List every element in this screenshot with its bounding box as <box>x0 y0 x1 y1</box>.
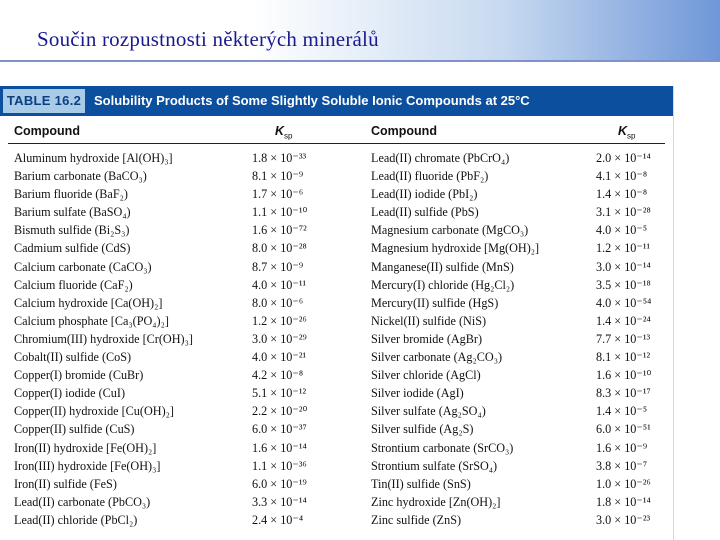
ksp-cell: 8.0 × 10⁻⁶ <box>252 295 304 310</box>
compound-cell: Iron(III) hydroxide [Fe(OH)₃] <box>14 458 161 473</box>
ksp-cell: 2.0 × 10⁻¹⁴ <box>596 151 651 165</box>
header-rule <box>8 143 665 144</box>
ksp-cell: 4.0 × 10⁻⁵⁴ <box>596 295 652 310</box>
ksp-symbol: K <box>275 124 285 138</box>
compound-cell: Lead(II) carbonate (PbCO₃) <box>14 494 151 509</box>
table-row <box>0 330 673 348</box>
compound-cell: Lead(II) fluoride (PbF₂) <box>371 169 489 184</box>
ksp-cell: 1.2 × 10⁻¹¹ <box>596 241 651 256</box>
compound-cell: Barium fluoride (BaF₂) <box>14 187 128 202</box>
compound-cell: Zinc hydroxide [Zn(OH)₂] <box>371 494 501 509</box>
table-row <box>0 239 673 257</box>
compound-cell: Nickel(II) sulfide (NiS) <box>371 313 487 328</box>
compound-cell: Silver sulfide (Ag₂S) <box>371 422 474 437</box>
ksp-cell: 2.4 × 10⁻⁴ <box>252 512 304 527</box>
table-row <box>0 167 673 185</box>
compound-cell: Calcium carbonate (CaCO₃) <box>14 259 152 274</box>
compound-cell: Manganese(II) sulfide (MnS) <box>371 259 514 274</box>
slide-title-rule <box>0 60 720 62</box>
compound-cell: Copper(II) hydroxide [Cu(OH)₂] <box>14 404 174 419</box>
compound-cell: Copper(I) iodide (CuI) <box>14 386 126 401</box>
compound-cell: Calcium hydroxide [Ca(OH)₂] <box>14 295 163 310</box>
ksp-cell: 3.1 × 10⁻²⁸ <box>596 205 651 220</box>
compound-cell: Silver bromide (AgBr) <box>371 331 483 346</box>
ksp-cell: 1.6 × 10⁻¹⁴ <box>252 440 307 455</box>
table-row <box>0 221 673 239</box>
ksp-cell: 1.2 × 10⁻²⁶ <box>252 313 307 328</box>
column-header-compound-right: Compound <box>371 124 437 138</box>
ksp-cell: 6.0 × 10⁻³⁷ <box>252 422 307 437</box>
compound-cell: Chromium(III) hydroxide [Cr(OH)₃] <box>14 331 193 346</box>
ksp-cell: 1.4 × 10⁻²⁴ <box>596 313 651 328</box>
table-caption: Solubility Products of Some Slightly Soluble Ionic Compounds at 25°C <box>94 93 530 108</box>
compound-cell: Lead(II) iodide (PbI₂) <box>371 187 478 202</box>
ksp-cell: 1.8 × 10⁻³³ <box>252 151 307 165</box>
compound-cell: Strontium sulfate (SrSO₄) <box>371 458 498 473</box>
compound-cell: Calcium fluoride (CaF₂) <box>14 277 133 292</box>
compound-cell: Tin(II) sulfide (SnS) <box>371 476 471 491</box>
table-row <box>0 258 673 276</box>
compound-cell: Cobalt(II) sulfide (CoS) <box>14 350 132 365</box>
ksp-cell: 4.0 × 10⁻²¹ <box>252 350 307 365</box>
ksp-cell: 6.0 × 10⁻⁵¹ <box>596 422 651 437</box>
ksp-cell: 3.0 × 10⁻²⁹ <box>252 331 307 346</box>
ksp-cell: 1.0 × 10⁻²⁶ <box>596 476 651 491</box>
column-header-ksp-left <box>275 124 292 141</box>
compound-cell: Copper(II) sulfide (CuS) <box>14 422 135 437</box>
compound-cell: Zinc sulfide (ZnS) <box>371 512 462 527</box>
ksp-symbol: K <box>618 124 628 138</box>
ksp-cell: 1.1 × 10⁻³⁶ <box>252 458 307 473</box>
ksp-cell: 4.1 × 10⁻⁸ <box>596 169 648 184</box>
ksp-cell: 3.3 × 10⁻¹⁴ <box>252 494 307 509</box>
compound-cell: Calcium phosphate [Ca₃(PO₄)₂] <box>14 313 169 328</box>
ksp-cell: 6.0 × 10⁻¹⁹ <box>252 476 307 491</box>
ksp-cell: 4.2 × 10⁻⁸ <box>252 368 304 383</box>
ksp-subscript: sp <box>627 131 636 141</box>
compound-cell: Lead(II) chloride (PbCl₂) <box>14 512 138 527</box>
ksp-cell: 1.8 × 10⁻¹⁴ <box>596 494 651 509</box>
compound-cell: Magnesium hydroxide [Mg(OH)₂] <box>371 241 540 256</box>
table-row <box>0 493 673 511</box>
ksp-cell: 8.1 × 10⁻⁹ <box>252 169 304 184</box>
column-header-compound-left: Compound <box>14 124 80 138</box>
table-row <box>0 457 673 475</box>
table-row <box>0 475 673 493</box>
ksp-cell: 1.6 × 10⁻⁷² <box>252 223 307 238</box>
compound-cell: Magnesium carbonate (MgCO₃) <box>371 223 529 238</box>
table-row <box>0 439 673 457</box>
table-row <box>0 149 673 167</box>
ksp-cell: 4.0 × 10⁻⁵ <box>596 223 648 238</box>
ksp-cell: 8.1 × 10⁻¹² <box>596 350 651 365</box>
table-row <box>0 420 673 438</box>
ksp-cell: 1.4 × 10⁻⁸ <box>596 187 648 202</box>
compound-cell: Mercury(II) sulfide (HgS) <box>371 295 499 310</box>
compound-cell: Barium carbonate (BaCO₃) <box>14 169 147 184</box>
ksp-cell: 4.0 × 10⁻¹¹ <box>252 277 307 292</box>
compound-cell: Silver carbonate (Ag₂CO₃) <box>371 350 503 365</box>
table-row <box>0 185 673 203</box>
table-caption-band <box>0 86 673 116</box>
ksp-cell: 5.1 × 10⁻¹² <box>252 386 307 401</box>
compound-cell: Silver chloride (AgCl) <box>371 368 481 383</box>
compound-cell: Strontium carbonate (SrCO₃) <box>371 440 514 455</box>
compound-cell: Lead(II) sulfide (PbS) <box>371 205 479 220</box>
compound-cell: Iron(II) hydroxide [Fe(OH)₂] <box>14 440 157 455</box>
table-row <box>0 511 673 529</box>
ksp-cell: 3.0 × 10⁻¹⁴ <box>596 259 651 274</box>
ksp-cell: 1.6 × 10⁻¹⁰ <box>596 368 652 383</box>
ksp-cell: 2.2 × 10⁻²⁰ <box>252 404 308 419</box>
table-row <box>0 348 673 366</box>
compound-cell: Bismuth sulfide (Bi₂S₃) <box>14 223 130 238</box>
compound-cell: Copper(I) bromide (CuBr) <box>14 368 144 383</box>
ksp-cell: 1.7 × 10⁻⁶ <box>252 187 304 202</box>
table-row <box>0 366 673 384</box>
column-header-ksp-right <box>618 124 635 141</box>
compound-cell: Aluminum hydroxide [Al(OH)₃] <box>14 151 173 165</box>
solubility-table <box>0 86 674 540</box>
table-row <box>0 276 673 294</box>
ksp-cell: 3.5 × 10⁻¹⁸ <box>596 277 651 292</box>
slide-title: Součin rozpustnosti některých minerálů <box>37 27 379 51</box>
table-row <box>0 203 673 221</box>
compound-cell: Silver iodide (AgI) <box>371 386 464 401</box>
ksp-cell: 3.0 × 10⁻²³ <box>596 512 651 527</box>
table-number: TABLE 16.2 <box>3 89 85 113</box>
table-row <box>0 312 673 330</box>
ksp-cell: 3.8 × 10⁻⁷ <box>596 458 648 473</box>
table-row <box>0 294 673 312</box>
ksp-cell: 8.3 × 10⁻¹⁷ <box>596 386 651 401</box>
compound-cell: Cadmium sulfide (CdS) <box>14 241 131 256</box>
ksp-cell: 7.7 × 10⁻¹³ <box>596 331 651 346</box>
ksp-cell: 1.1 × 10⁻¹⁰ <box>252 205 308 220</box>
table-row <box>0 402 673 420</box>
compound-cell: Iron(II) sulfide (FeS) <box>14 476 117 491</box>
compound-cell: Mercury(I) chloride (Hg₂Cl₂) <box>371 277 515 292</box>
compound-cell: Barium sulfate (BaSO₄) <box>14 205 131 220</box>
table-body <box>0 149 673 529</box>
compound-cell: Silver sulfate (Ag₂SO₄) <box>371 404 486 419</box>
compound-cell: Lead(II) chromate (PbCrO₄) <box>371 151 510 165</box>
ksp-subscript: sp <box>284 131 293 141</box>
ksp-cell: 1.6 × 10⁻⁹ <box>596 440 648 455</box>
ksp-cell: 8.7 × 10⁻⁹ <box>252 259 304 274</box>
ksp-cell: 8.0 × 10⁻²⁸ <box>252 241 307 256</box>
table-row <box>0 384 673 402</box>
ksp-cell: 1.4 × 10⁻⁵ <box>596 404 648 419</box>
